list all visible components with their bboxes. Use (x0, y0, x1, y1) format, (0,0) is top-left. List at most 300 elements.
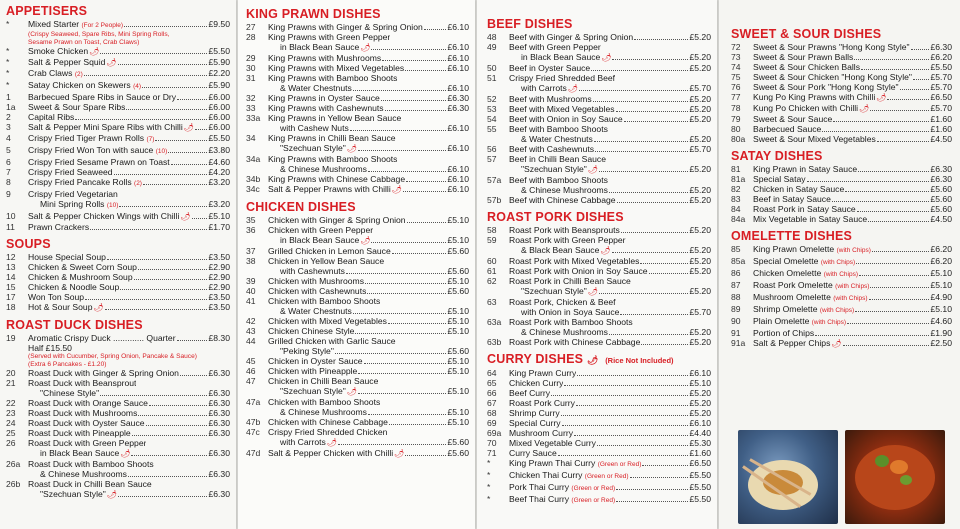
item-name-text: Beef with Mixed Vegetables (509, 104, 615, 114)
chili-icon: 🌶 (859, 104, 870, 113)
item-name-text: Special Satay (753, 174, 806, 184)
chili-icon: 🌶 (326, 438, 337, 447)
item-name-text: Crispy Fried Shredded Beef (509, 73, 616, 83)
appetisers-list (6, 19, 230, 232)
item-name-text: Roast Pork with Beansprouts (509, 225, 620, 235)
item-price: £5.10 (447, 356, 469, 366)
menu-item-row (246, 356, 469, 366)
menu-item-row (246, 83, 469, 93)
section-title-soups: SOUPS (6, 237, 51, 251)
chili-icon: 🌶 (394, 449, 405, 458)
item-number: 69 (487, 418, 497, 428)
menu-item-row (6, 292, 230, 302)
menu-item-row (246, 427, 469, 437)
item-number: 47a (246, 397, 261, 407)
item-name-text: Roast Pork with Onion in Soy Sauce (509, 266, 648, 276)
menu-item-row (246, 326, 469, 336)
item-note: (10) (155, 148, 168, 155)
chili-icon: 🌶 (180, 212, 191, 221)
item-price: £6.10 (447, 164, 469, 174)
item-price: £2.20 (208, 68, 230, 78)
menu-item-row (6, 272, 230, 282)
item-name-text: Mushroom Curry (509, 428, 573, 438)
item-price: £6.30 (930, 174, 952, 184)
item-name (268, 93, 380, 103)
item-note: (10) (106, 202, 119, 209)
item-price: £6.30 (930, 42, 952, 52)
menu-item-row (487, 154, 711, 164)
menu-item-row (487, 73, 711, 83)
dot-leader (138, 415, 207, 416)
dot-leader (859, 275, 929, 276)
item-name-text: Chicken with Green Pepper (268, 225, 374, 235)
item-name (268, 407, 367, 417)
item-name (509, 418, 561, 428)
item-name (268, 286, 366, 296)
item-price: £5.20 (689, 63, 711, 73)
item-name (28, 19, 123, 31)
item-name (753, 268, 858, 280)
menu-item-row (487, 458, 711, 470)
item-price: £5.90 (208, 57, 230, 67)
item-name-text: Chicken & Mushroom Soup (28, 272, 133, 282)
item-name (268, 63, 404, 73)
item-name (268, 437, 337, 448)
menu-item-row (731, 338, 952, 349)
item-name (28, 68, 83, 80)
item-number: 47 (246, 376, 256, 386)
item-name (28, 145, 167, 157)
menu-item-row (731, 244, 952, 256)
chili-icon: 🌶 (831, 339, 842, 348)
item-number: 20 (6, 368, 16, 378)
dot-leader (868, 221, 929, 222)
item-number: 10 (6, 211, 16, 221)
section-title-sweet-sour: SWEET & SOUR DISHES (731, 27, 882, 41)
dot-leader (887, 99, 929, 100)
dot-leader (177, 99, 207, 100)
roast-pork-list (487, 225, 711, 347)
section-title-omelette: OMELETTE DISHES (731, 229, 853, 243)
item-name (268, 235, 370, 246)
item-name-text: King Prawns with Cashewnuts (268, 103, 384, 113)
menu-item-row (487, 134, 711, 144)
item-number: 49 (487, 42, 497, 52)
dot-leader (155, 140, 207, 141)
item-name (509, 195, 616, 205)
menu-item-row (6, 418, 230, 428)
menu-item-row (487, 83, 711, 94)
item-name-text: Chicken Omelette (753, 268, 822, 278)
chili-icon: 🌶 (587, 165, 598, 174)
menu-item-row (246, 53, 469, 63)
chili-icon: 🌶 (346, 144, 357, 153)
item-name-text: Beef with Onion in Soy Sauce (509, 114, 623, 124)
item-price: £6.30 (208, 398, 230, 408)
item-price: £5.70 (930, 82, 952, 92)
item-name-text: Sweet & Sour Prawns "Hong Kong Style" (753, 42, 910, 52)
item-name-text: King Prawn Omelette (753, 244, 835, 254)
item-number: 34a (246, 154, 261, 164)
item-name (509, 245, 611, 256)
item-name (753, 82, 899, 92)
dot-leader (609, 334, 689, 335)
item-price: £5.10 (447, 215, 469, 225)
chili-icon: 🌶 (183, 123, 194, 132)
item-price: £5.10 (447, 386, 469, 396)
item-name-text: Beef in Oyster Sauce (509, 63, 591, 73)
chili-icon: 🌶 (93, 303, 104, 312)
item-price: £6.00 (208, 122, 230, 132)
menu-item-row (487, 337, 711, 347)
item-name (268, 133, 396, 143)
dot-leader (612, 59, 688, 60)
item-price: £5.10 (447, 407, 469, 417)
roast-duck-list (6, 333, 230, 500)
menu-item-row (487, 317, 711, 327)
item-name (753, 62, 860, 72)
item-name-text: Sweet & Sour Chicken Balls (753, 62, 860, 72)
item-name-text: Hot & Sour Soup (28, 302, 93, 312)
item-name (268, 266, 345, 276)
item-price: £5.70 (930, 72, 952, 82)
menu-item-row (246, 386, 469, 397)
dot-leader (641, 344, 688, 345)
item-name-text: Salt & Pepper Chicken Wings with Chilli (28, 211, 180, 221)
dot-leader (100, 395, 207, 396)
menu-item-row (6, 459, 230, 469)
item-price: £4.20 (208, 167, 230, 177)
item-name-text: with Cashew Nuts (280, 123, 349, 133)
chili-icon: 🌶 (391, 185, 402, 194)
item-name-text: Salt & Pepper Chips (753, 338, 831, 348)
item-name-text: King Prawns with Ginger & Spring Onion (268, 22, 423, 32)
item-number: 43 (246, 326, 256, 336)
item-number: 57 (487, 154, 497, 164)
item-name-text: Won Ton Soup (28, 292, 85, 302)
chili-icon: 🌶 (89, 47, 100, 56)
dot-leader (870, 287, 929, 288)
item-number: 36 (246, 225, 256, 235)
item-name (753, 184, 844, 194)
item-price: £6.30 (208, 448, 230, 458)
item-price: £1.60 (930, 114, 952, 124)
menu-item-row (487, 63, 711, 73)
item-number: 65 (487, 378, 497, 388)
item-number: 7 (6, 167, 11, 177)
item-number: 77 (731, 92, 741, 102)
item-price: £5.20 (689, 52, 711, 62)
item-price: £6.30 (447, 93, 469, 103)
dot-leader (388, 323, 447, 324)
menu-item-row (731, 52, 952, 62)
menu-item-row (6, 489, 230, 500)
menu-item-row (6, 68, 230, 80)
dot-leader (84, 75, 208, 76)
dot-leader (371, 49, 446, 50)
item-number: 58 (487, 225, 497, 235)
item-name (268, 448, 404, 459)
menu-item-row (487, 164, 711, 175)
item-name-text: Grilled Chicken with Garlic Sauce (268, 336, 396, 346)
item-price: £3.50 (208, 292, 230, 302)
item-price: £5.60 (447, 437, 469, 447)
dot-leader (855, 311, 929, 312)
dot-leader (900, 89, 930, 90)
menu-item-row (487, 398, 711, 408)
item-number: 32 (246, 93, 256, 103)
item-name (509, 94, 592, 104)
menu-item-row (487, 438, 711, 448)
menu-item-row (6, 469, 230, 479)
item-price: £5.60 (447, 266, 469, 276)
menu-item-row (6, 92, 230, 102)
item-name-text: with Onion in Soya Sauce (521, 307, 620, 317)
menu-item-row (246, 417, 469, 427)
item-name-text: King Prawns in Chilli Bean Sauce (268, 133, 396, 143)
item-name-text: with Cashewnuts (280, 266, 345, 276)
item-name-text: "Szechuan Style" (40, 489, 106, 499)
chili-icon: 🌶 (346, 387, 357, 396)
item-name-text: Chicken with Pineapple (268, 366, 358, 376)
item-name (509, 458, 641, 470)
item-name (28, 388, 99, 398)
item-name (268, 417, 388, 427)
item-number: 70 (487, 438, 497, 448)
item-name (28, 177, 142, 189)
item-price: £5.20 (689, 225, 711, 235)
item-number: 31 (246, 73, 256, 83)
item-name-text: Sweet & Sour Prawn Balls (753, 52, 854, 62)
item-price: £5.20 (689, 245, 711, 255)
item-number: 4 (6, 133, 11, 143)
item-price: £5.90 (208, 80, 230, 90)
item-name (509, 482, 615, 494)
item-name-text: Smoke Chicken (28, 46, 89, 56)
item-name (509, 52, 611, 63)
item-name-text: Mixed Starter (28, 19, 80, 29)
dot-leader (385, 110, 447, 111)
dot-leader (389, 424, 447, 425)
item-number: 62 (487, 276, 497, 286)
dot-leader (591, 70, 688, 71)
item-price: £6.20 (930, 52, 952, 62)
menu-item-row (487, 494, 711, 506)
chili-icon: 🌶 (360, 236, 371, 245)
item-number: * (6, 68, 10, 78)
item-name-text: Salt & Pepper Mini Spare Ribs with Chilli (28, 122, 183, 132)
menu-item-row (6, 133, 230, 145)
dot-leader (195, 129, 208, 130)
menu-item-row (487, 388, 711, 398)
item-name (509, 104, 615, 114)
item-name-text: with Carrots (521, 83, 567, 93)
dot-leader (424, 29, 447, 30)
item-number: 6 (6, 157, 11, 167)
item-name-text: Beef with Cashewnuts (509, 144, 595, 154)
item-name-text: Plain Omelette (753, 316, 810, 326)
item-name-text: with Carrots (280, 437, 326, 447)
item-name (28, 46, 99, 57)
item-name-text: King Prawns with Mixed Vegetables (268, 63, 405, 73)
item-number: * (487, 458, 491, 468)
item-name-text: King Prawns in Yellow Bean Sauce (268, 113, 402, 123)
item-number: 34b (246, 174, 261, 184)
item-number: 3 (6, 122, 11, 132)
item-price: £5.30 (689, 438, 711, 448)
menu-item-row (731, 280, 952, 292)
item-note: (Green or Red) (571, 485, 616, 492)
item-number: 72 (731, 42, 741, 52)
item-price: £6.00 (208, 102, 230, 112)
item-price: £5.60 (930, 184, 952, 194)
menu-item-row (731, 62, 952, 72)
dot-leader (593, 101, 689, 102)
item-name (753, 92, 886, 103)
item-number: 25 (6, 428, 16, 438)
item-name (509, 73, 615, 83)
item-name (509, 388, 550, 398)
item-number: 2 (6, 112, 11, 122)
item-number: 60 (487, 256, 497, 266)
menu-item-row (731, 82, 952, 92)
item-price: £5.60 (447, 286, 469, 296)
item-number: * (487, 470, 491, 480)
chili-icon: 🌶 (601, 53, 612, 62)
item-number: 47d (246, 448, 261, 458)
dot-leader (634, 39, 688, 40)
dot-leader (574, 435, 688, 436)
item-number: * (487, 482, 491, 492)
menu-item-row (6, 398, 230, 408)
menu-item-row (246, 286, 469, 296)
item-name-text: & Chinese Mushrooms (521, 327, 608, 337)
item-price: £3.20 (208, 177, 230, 187)
item-number: 44 (246, 336, 256, 346)
menu-panel-3 (477, 0, 717, 529)
item-number: 29 (246, 53, 256, 63)
dot-leader (180, 375, 208, 376)
item-name-text: Chicken & Noodle Soup (28, 282, 120, 292)
item-name (268, 22, 423, 32)
item-number: 83 (731, 194, 741, 204)
menu-item-row (6, 252, 230, 262)
dot-leader (107, 259, 208, 260)
item-price: £4.90 (930, 292, 952, 302)
item-number: 85a (731, 256, 746, 266)
dot-leader (85, 299, 207, 300)
item-number: 37 (246, 246, 256, 256)
item-number: 76 (731, 82, 741, 92)
item-number: 41 (246, 296, 256, 306)
menu-item-row (487, 307, 711, 317)
item-number: * (487, 494, 491, 504)
dot-leader (120, 289, 207, 290)
item-name-text: Mini Spring Rolls (40, 199, 105, 209)
item-price: £5.50 (689, 494, 711, 504)
menu-item-row (731, 292, 952, 304)
section-title-curry (487, 353, 711, 367)
dot-leader (355, 333, 446, 334)
dot-leader (833, 121, 929, 122)
menu-item-row (731, 256, 952, 268)
menu-item-row (487, 378, 711, 388)
menu-item-row (731, 114, 952, 124)
item-name (509, 164, 598, 175)
menu-item-row (487, 286, 711, 297)
item-name (509, 470, 629, 482)
menu-item-row (731, 103, 952, 114)
item-name-text: Mix Vegetable in Satay Sauce (753, 214, 868, 224)
item-price: £6.20 (930, 256, 952, 266)
item-name (509, 124, 608, 134)
item-price: £6.10 (447, 174, 469, 184)
item-name (28, 333, 176, 343)
item-number: 63a (487, 317, 502, 327)
item-number: 61 (487, 266, 497, 276)
item-name-text: Chicken with Cashewnuts (268, 286, 367, 296)
dot-leader (845, 191, 929, 192)
dot-leader (861, 69, 929, 70)
dot-leader (564, 385, 688, 386)
item-price: £6.10 (447, 42, 469, 52)
dot-leader (815, 335, 929, 336)
menu-item-row (6, 80, 230, 92)
menu-item-row (246, 93, 469, 103)
dot-leader (128, 476, 208, 477)
chili-icon: 🌶 (587, 287, 598, 296)
item-name-text: Crispy Fried Won Ton with sauce (28, 145, 154, 155)
menu-item-row (6, 167, 230, 177)
item-name-text: & Water Chestnuts (521, 134, 593, 144)
item-name-text: Chicken in Satay Sauce (753, 184, 845, 194)
item-name-text: Chicken Chinese Style (268, 326, 355, 336)
menu-item-row (487, 42, 711, 52)
item-name-text: Satay Chicken on Skewers (28, 80, 131, 90)
item-number: 69a (487, 428, 502, 438)
item-price: £6.30 (447, 103, 469, 113)
item-name (28, 262, 137, 272)
item-number: 71 (487, 448, 497, 458)
item-number: 34 (246, 133, 256, 143)
item-name-text: Chicken with Mushrooms (268, 276, 364, 286)
item-name-text: "Szechuan Style" (280, 143, 346, 153)
dot-leader (649, 273, 689, 274)
item-name (268, 336, 396, 346)
item-name (509, 297, 616, 307)
item-number: 64 (487, 368, 497, 378)
menu-item-row (487, 448, 711, 458)
item-price: £6.20 (930, 244, 952, 254)
menu-item-row (6, 211, 230, 222)
item-name-text: King Prawns with Mushrooms (268, 53, 382, 63)
item-number: 80a (731, 134, 746, 144)
dot-leader (405, 455, 446, 456)
item-name-text: & Chinese Mushrooms (280, 407, 367, 417)
menu-item-row (246, 63, 469, 73)
dot-leader (822, 131, 929, 132)
menu-item-row (731, 328, 952, 338)
item-number: 45 (246, 356, 256, 366)
menu-item-row (246, 397, 469, 407)
item-name-text: Roast Pork with Mixed Vegetables (509, 256, 640, 266)
section-title-chicken: CHICKEN DISHES (246, 200, 356, 214)
item-name-text: Barbecued Sauce (753, 124, 822, 134)
item-name (753, 124, 821, 134)
item-name (509, 63, 590, 73)
item-number: 15 (6, 282, 16, 292)
item-number: 81a (731, 174, 746, 184)
